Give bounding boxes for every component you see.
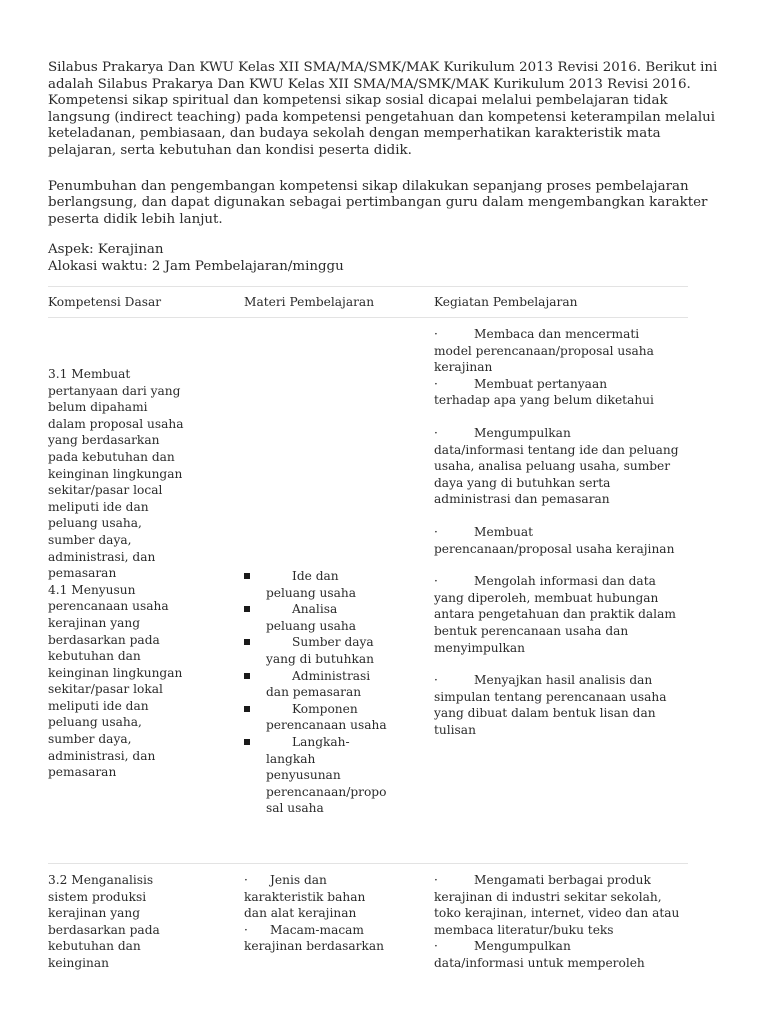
kegiatan-item: · Membuat perencanaan/proposal usaha kerajinan [434, 524, 675, 556]
dot-bullet-icon: · [434, 574, 438, 589]
kd-4-1: 4.1 Menyusun perencanaan usaha kerajinan yang berdasarkan pada kebutuhan dan keinginan lingkungan sekitar/pasar lokal meliputi ide dan peluang usaha, sumber daya, administrasi, dan pemasaran [48, 582, 183, 780]
aspek-label: Aspek: Kerajinan [48, 242, 164, 258]
document-body [48, 60, 728, 275]
square-bullet-icon [244, 706, 250, 712]
kegiatan-item: · Menyajkan hasil analisis dan simpulan tentang perencanaan usaha yang dibuat dalam bentuk lisan dan tulisan [434, 673, 667, 737]
dot-bullet-icon: · [434, 939, 438, 954]
alokasi-label: Alokasi waktu: 2 Jam Pembelajaran/minggu [48, 258, 344, 274]
square-bullet-icon [244, 739, 250, 745]
list-item: Sumber daya yang di butuhkan [244, 634, 426, 667]
table-header-row [48, 287, 688, 318]
kegiatan-cell [434, 318, 688, 864]
kegiatan-item: · Mengolah informasi dan data yang diperoleh, membuat hubungan antara pengetahuan dan praktik dalam bentuk perencanaan usaha dan menyimpulkan [434, 574, 676, 655]
list-item: Langkah- langkah penyusunan perencanaan/propo sal usaha [244, 734, 376, 817]
dot-bullet-icon: · [434, 673, 438, 688]
kd-3-2: 3.2 Menganalisis sistem produksi kerajinan yang berdasarkan pada kebutuhan dan keinginan [48, 873, 160, 970]
list-item: Komponen perencanaan usaha [244, 701, 426, 734]
syllabus-table [48, 286, 688, 972]
intro-paragraph-2: Penumbuhan dan pengembangan kompetensi sikap dilakukan sepanjang proses pembelajaran berlangsung, dan dapat digunakan sebagai pertimbangan guru dalam mengembangkan karakter peserta didik lebih lanjut. [48, 178, 708, 227]
list-item: Ide dan peluang usaha [244, 568, 426, 601]
dot-bullet-icon: · [244, 922, 248, 937]
dot-bullet-icon: · [244, 873, 248, 887]
materi-cell [244, 318, 434, 864]
kegiatan-item: · Mengamati berbagai produk kerajinan di industri sekitar sekolah, toko kerajinan, internet, video dan atau membaca literatur/buku teks [434, 873, 680, 937]
kompetensi-dasar-cell [48, 318, 244, 864]
list-item: Administrasi dan pemasaran [244, 668, 426, 701]
dot-bullet-icon: · [434, 327, 438, 341]
square-bullet-icon [244, 606, 250, 612]
dot-bullet-icon: · [434, 425, 438, 440]
kegiatan-item: · Mengumpulkan data/informasi tentang ide dan peluang usaha, analisa peluang usaha, sumber daya yang di butuhkan serta administrasi dan pemasaran [434, 425, 679, 507]
kegiatan-item: · Membaca dan mencermati model perencanaan/proposal usaha kerajinan [434, 327, 654, 375]
intro-paragraph-1: Silabus Prakarya Dan KWU Kelas XII SMA/MA/SMK/MAK Kurikulum 2013 Revisi 2016. Berikut ini adalah Silabus Prakarya Dan KWU Kelas XII SMA/MA/SMK/MAK Kurikulum 2013 Revisi 2016. Kompetensi sikap spiritual dan kompetensi sikap sosial dicapai melalui pembelajaran tidak langsung (indirect teaching) pada kompetensi pengetahuan dan kompetensi keterampilan melalui keteladanan, pembiasaan, dan budaya sekolah dengan memperhatikan karakteristik mata pelajaran, serta kebutuhan dan kondisi peserta didik. [48, 60, 718, 158]
square-bullet-icon [244, 573, 250, 579]
header-kompetensi-dasar: Kompetensi Dasar [48, 294, 162, 309]
materi-item: · Macam-macam kerajinan berdasarkan [244, 922, 384, 954]
kompetensi-dasar-cell [48, 864, 244, 972]
kegiatan-item: · Mengumpulkan data/informasi untuk memperoleh [434, 939, 645, 970]
kd-3-1: 3.1 Membuat pertanyaan dari yang belum dipahami dalam proposal usaha yang berdasarkan pada kebutuhan dan keinginan lingkungan sekitar/pasar local meliputi ide dan peluang usaha, sumber daya, administrasi, dan pemasaran [48, 367, 184, 581]
dot-bullet-icon: · [434, 376, 438, 391]
materi-list [244, 568, 426, 817]
materi-item: · Jenis dan karakteristik bahan dan alat kerajinan [244, 873, 366, 921]
list-item: Analisa peluang usaha [244, 601, 426, 634]
kegiatan-cell [434, 864, 688, 972]
table-row [48, 318, 688, 864]
dot-bullet-icon: · [434, 524, 438, 539]
header-materi-pembelajaran: Materi Pembelajaran [244, 294, 375, 309]
square-bullet-icon [244, 673, 250, 679]
kegiatan-item: · Membuat pertanyaan terhadap apa yang belum diketahui [434, 376, 654, 408]
table-row [48, 864, 688, 972]
dot-bullet-icon: · [434, 873, 438, 887]
square-bullet-icon [244, 639, 250, 645]
header-kegiatan-pembelajaran: Kegiatan Pembelajaran [434, 294, 578, 309]
materi-cell [244, 864, 434, 972]
